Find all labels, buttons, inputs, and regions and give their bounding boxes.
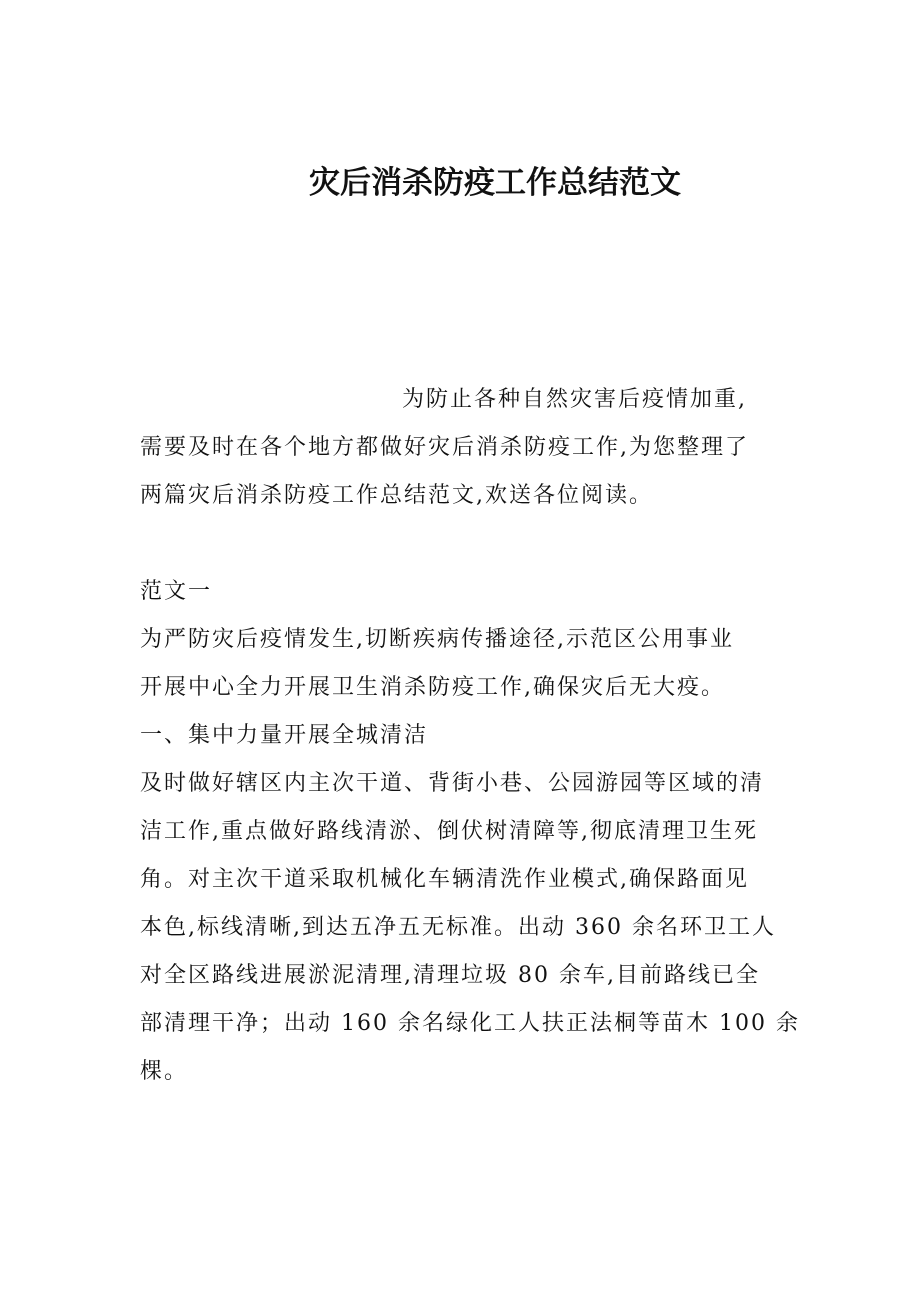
body-line: 棵。 [140,1059,189,1084]
body-line: 角。对主次干道采取机械化车辆清洗作业模式,确保路面见 [140,867,749,892]
section-heading: 范文一 [140,579,213,604]
intro-line: 需要及时在各个地方都做好灾后消杀防疫工作,为您整理了 [140,435,749,460]
intro-line: 为防止各种自然灾害后疫情加重, [402,387,747,412]
body-line: 洁工作,重点做好路线清淤、倒伏树清障等,彻底清理卫生死 [140,819,758,844]
intro-paragraph [140,376,790,520]
body-line: 本色,标线清晰,到达五净五无标准。出动 360 余名环卫工人 [140,915,776,940]
body-line: 部清理干净；出动 160 余名绿化工人扶正法桐等苗木 100 余 [140,1011,800,1036]
subsection-heading: 一、集中力量开展全城清洁 [140,723,429,748]
body-line: 为严防灾后疫情发生,切断疾病传播途径,示范区公用事业 [140,627,734,652]
document-title: 灾后消杀防疫工作总结范文 [309,165,681,201]
body-line: 开展中心全力开展卫生消杀防疫工作,确保灾后无大疫。 [140,675,725,700]
main-text [140,568,800,1096]
body-line: 对全区路线进展淤泥清理,清理垃圾 80 余车,目前路线已全 [140,963,760,988]
intro-line: 两篇灾后消杀防疫工作总结范文,欢送各位阅读。 [140,483,653,508]
body-line: 及时做好辖区内主次干道、背街小巷、公园游园等区域的清 [140,771,765,796]
